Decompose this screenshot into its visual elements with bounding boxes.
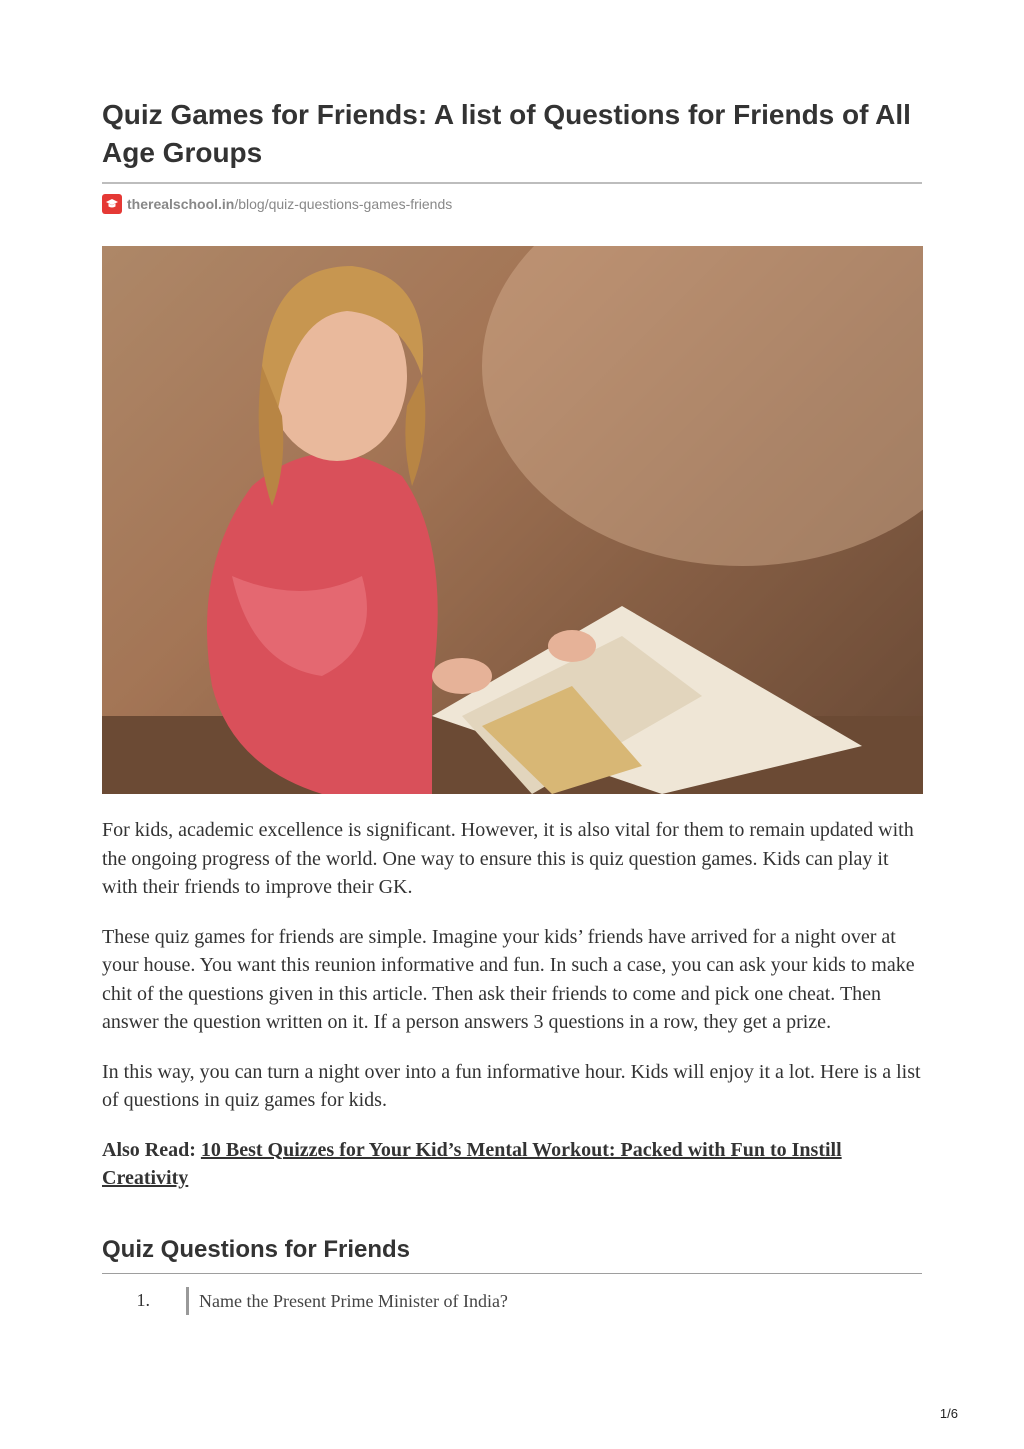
paragraph-1: For kids, academic excellence is significant. However, it is also vital for them to remain updated with the ongoing progress of the world. One way to ensure this is quiz question games. Kids can play it with their friends to improve their GK.	[102, 819, 914, 898]
list-item	[102, 1287, 922, 1315]
question-text: Name the Present Prime Minister of India?	[186, 1287, 508, 1315]
source-domain[interactable]: therealschool.in	[127, 196, 235, 212]
article-body	[102, 816, 922, 1193]
also-read	[102, 1136, 922, 1193]
title-divider	[102, 182, 922, 184]
page-number: 1/6	[939, 1406, 958, 1421]
section-divider	[102, 1273, 922, 1274]
graduation-cap-icon	[102, 194, 122, 214]
paragraph-2: These quiz games for friends are simple. Imagine your kids’ friends have arrived for a night over at your house. You want this reunion informative and fun. In such a case, you can ask your kids to make chit of the questions given in this article. Then ask their friends to come and pick one cheat. Then answer the question written on it. If a person answers 3 questions in a row, they get a prize.	[102, 925, 915, 1033]
also-read-link[interactable]: 10 Best Quizzes for Your Kid’s Mental Workout: Packed with Fun to Instill Creativity	[102, 1138, 842, 1189]
paragraph-3: In this way, you can turn a night over into a fun informative hour. Kids will enjoy it a lot. Here is a list of questions in quiz games for kids.	[102, 1060, 921, 1111]
article	[102, 96, 922, 1315]
question-number: 1.	[136, 1290, 150, 1310]
source-line	[102, 194, 922, 214]
source-path[interactable]: /blog/quiz-questions-games-friends	[234, 196, 453, 212]
section-heading: Quiz Questions for Friends	[102, 1235, 411, 1263]
hero-image-girl-reading	[102, 246, 923, 794]
article-title: Quiz Games for Friends: A list of Questions for Friends of All Age Groups	[102, 99, 911, 168]
also-read-label: Also Read:	[102, 1138, 196, 1161]
